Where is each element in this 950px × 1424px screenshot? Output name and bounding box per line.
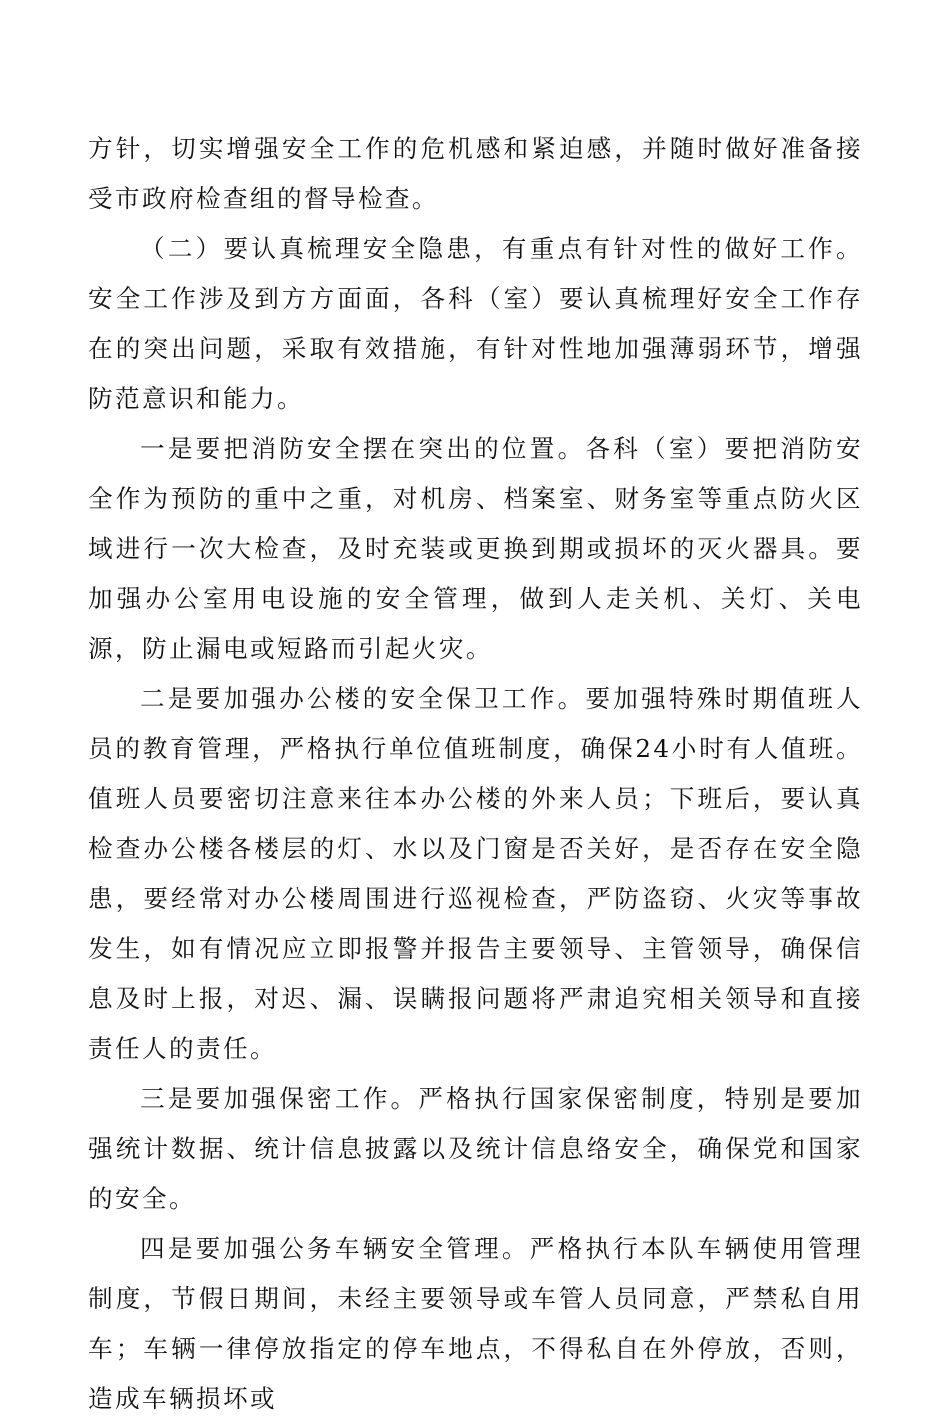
paragraph-5: 三是要加强保密工作。严格执行国家保密制度，特别是要加强统计数据、统计信息披露以及统计信息络安全，确保党和国家的安全。 [88, 1084, 863, 1213]
paragraph-1: 方针，切实增强安全工作的危机感和紧迫感，并随时做好准备接受市政府检查组的督导检查。 [88, 134, 863, 213]
paragraph-4: 二是要加强办公楼的安全保卫工作。要加强特殊时期值班人员的教育管理，严格执行单位值班制度，确保24小时有人值班。值班人员要密切注意来往本办公楼的外来人员；下班后，要认真检查办公楼各楼层的灯、水以及门窗是否关好，是否存在安全隐患，要经常对办公楼周围进行巡视检查，严防盗窃、火灾等事故发生，如有情况应立即报警并报告主要领导、主管领导，确保信息及时上报，对迟、漏、误瞒报问题将严肃追究相关领导和直接责任人的责任。 [88, 684, 863, 1063]
document-body [88, 124, 863, 1424]
paragraph-3: 一是要把消防安全摆在突出的位置。各科（室）要把消防安全作为预防的重中之重，对机房、档案室、财务室等重点防火区域进行一次大检查，及时充装或更换到期或损坏的灭火器具。要加强办公室用电设施的安全管理，做到人走关机、关灯、关电源，防止漏电或短路而引起火灾。 [88, 434, 863, 663]
paragraph-2: （二）要认真梳理安全隐患，有重点有针对性的做好工作。安全工作涉及到方方面面，各科（室）要认真梳理好安全工作存在的突出问题，采取有效措施，有针对性地加强薄弱环节，增强防范意识和能力。 [88, 234, 863, 413]
paragraph-6: 四是要加强公务车辆安全管理。严格执行本队车辆使用管理制度，节假日期间，未经主要领导或车管人员同意，严禁私自用车；车辆一律停放指定的停车地点，不得私自在外停放，否则，造成车辆损坏或 [88, 1234, 863, 1413]
